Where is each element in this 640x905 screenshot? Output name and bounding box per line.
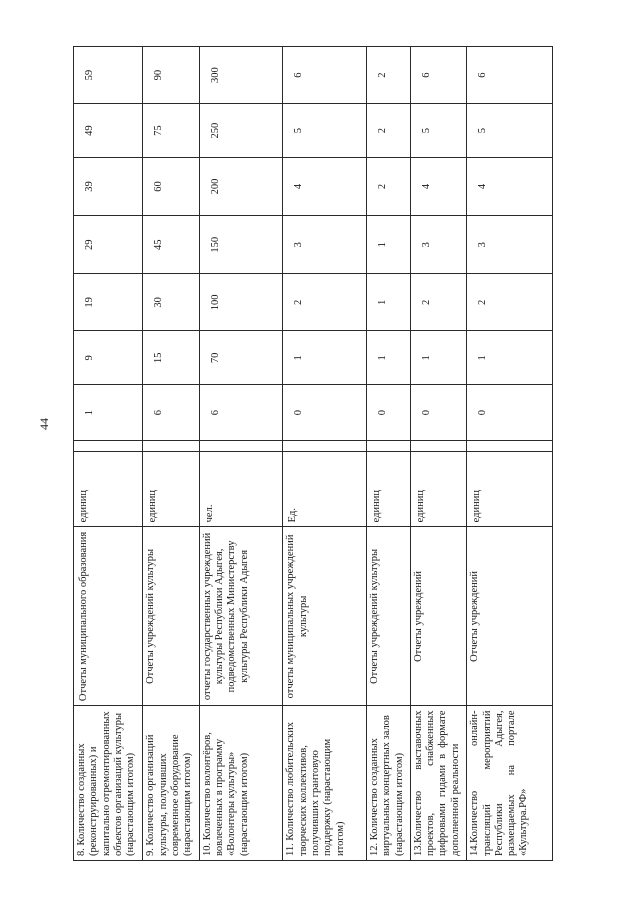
- value-cell: [283, 441, 367, 452]
- value-cell: 5: [410, 104, 467, 158]
- value-cell: 30: [143, 274, 200, 331]
- value-cell: 150: [199, 216, 283, 274]
- value-cell: 2: [283, 274, 367, 331]
- value-cell: 90: [143, 47, 200, 104]
- unit-cell: единиц: [367, 452, 411, 527]
- source-cell: Отчеты учреждений: [467, 527, 553, 706]
- value-cell: [74, 441, 143, 452]
- value-cell: 1: [367, 216, 411, 274]
- indicator-name-cell: 8. Количество созданных (реконструированных) и капитально отремонтированных объектов организаций культуры (нарастающим итогом): [74, 706, 143, 861]
- value-cell: 4: [467, 157, 553, 215]
- unit-cell: чел.: [199, 452, 283, 527]
- table-row: [367, 47, 411, 861]
- table-row: [199, 47, 283, 861]
- indicator-table: [73, 46, 553, 861]
- source-cell: Отчеты учреждений культуры: [143, 527, 200, 706]
- value-cell: 200: [199, 157, 283, 215]
- value-cell: 49: [74, 104, 143, 158]
- indicator-name-cell: 14.Количество онлайн-трансляций мероприятий Республики Адыгея, размещаемых на портале «Культура.РФ»: [467, 706, 553, 861]
- indicator-name-cell: 12. Количество созданных виртуальных концертных залов (нарастающим итогом): [367, 706, 411, 861]
- table-row: [283, 47, 367, 861]
- indicator-name-cell: 13.Количество выставочных проектов, снабженных цифровыми гидами в формате дополненной реальности: [410, 706, 467, 861]
- value-cell: 2: [467, 274, 553, 331]
- value-cell: 2: [367, 47, 411, 104]
- value-cell: 0: [283, 385, 367, 441]
- value-cell: 3: [467, 216, 553, 274]
- indicator-name-cell: 11. Количество любительских творческих коллективов, получивших грантовую поддержку (нарастающим итогом): [283, 706, 367, 861]
- value-cell: 6: [410, 47, 467, 104]
- indicator-name-cell: 10. Количество волонтёров, вовлеченных в программу «Волонтеры культуры» (нарастающим итогом): [199, 706, 283, 861]
- value-cell: 2: [367, 157, 411, 215]
- unit-cell: Ед.: [283, 452, 367, 527]
- value-cell: 1: [367, 274, 411, 331]
- unit-cell: единиц: [410, 452, 467, 527]
- source-cell: Отчеты учреждений: [410, 527, 467, 706]
- value-cell: 59: [74, 47, 143, 104]
- value-cell: 1: [74, 385, 143, 441]
- value-cell: 2: [410, 274, 467, 331]
- value-cell: 2: [367, 104, 411, 158]
- value-cell: 6: [143, 385, 200, 441]
- value-cell: 9: [74, 331, 143, 385]
- unit-cell: единиц: [74, 452, 143, 527]
- value-cell: 29: [74, 216, 143, 274]
- table-row: [143, 47, 200, 861]
- value-cell: 1: [410, 331, 467, 385]
- value-cell: [143, 441, 200, 452]
- source-cell: отчеты государственных учреждений культуры Республики Адыгея, подведомственных Министерству культуры Республики Адыгея: [199, 527, 283, 706]
- indicator-table-rotated: [73, 46, 553, 861]
- value-cell: 39: [74, 157, 143, 215]
- value-cell: 3: [410, 216, 467, 274]
- value-cell: 0: [367, 385, 411, 441]
- value-cell: 1: [467, 331, 553, 385]
- value-cell: 5: [283, 104, 367, 158]
- unit-cell: единиц: [467, 452, 553, 527]
- value-cell: [467, 441, 553, 452]
- value-cell: [367, 441, 411, 452]
- value-cell: 6: [467, 47, 553, 104]
- value-cell: 60: [143, 157, 200, 215]
- source-cell: отчеты муниципальных учреждений культуры: [283, 527, 367, 706]
- value-cell: 45: [143, 216, 200, 274]
- value-cell: 1: [283, 331, 367, 385]
- value-cell: 15: [143, 331, 200, 385]
- source-cell: Отчеты учреждений культуры: [367, 527, 411, 706]
- table-row: [74, 47, 143, 861]
- value-cell: 3: [283, 216, 367, 274]
- value-cell: [199, 441, 283, 452]
- value-cell: 250: [199, 104, 283, 158]
- value-cell: 5: [467, 104, 553, 158]
- value-cell: 0: [410, 385, 467, 441]
- table-body: [74, 47, 553, 861]
- table-row: [467, 47, 553, 861]
- value-cell: 1: [367, 331, 411, 385]
- value-cell: 70: [199, 331, 283, 385]
- source-cell: Отчеты муниципального образования: [74, 527, 143, 706]
- unit-cell: единиц: [143, 452, 200, 527]
- value-cell: 300: [199, 47, 283, 104]
- value-cell: 6: [283, 47, 367, 104]
- value-cell: 100: [199, 274, 283, 331]
- indicator-name-cell: 9. Количество организаций культуры, получивших современное оборудование (нарастающим итогом): [143, 706, 200, 861]
- value-cell: 0: [467, 385, 553, 441]
- value-cell: 75: [143, 104, 200, 158]
- page-number: 44: [36, 418, 51, 430]
- table-row: [410, 47, 467, 861]
- value-cell: [410, 441, 467, 452]
- value-cell: 4: [283, 157, 367, 215]
- value-cell: 6: [199, 385, 283, 441]
- value-cell: 4: [410, 157, 467, 215]
- value-cell: 19: [74, 274, 143, 331]
